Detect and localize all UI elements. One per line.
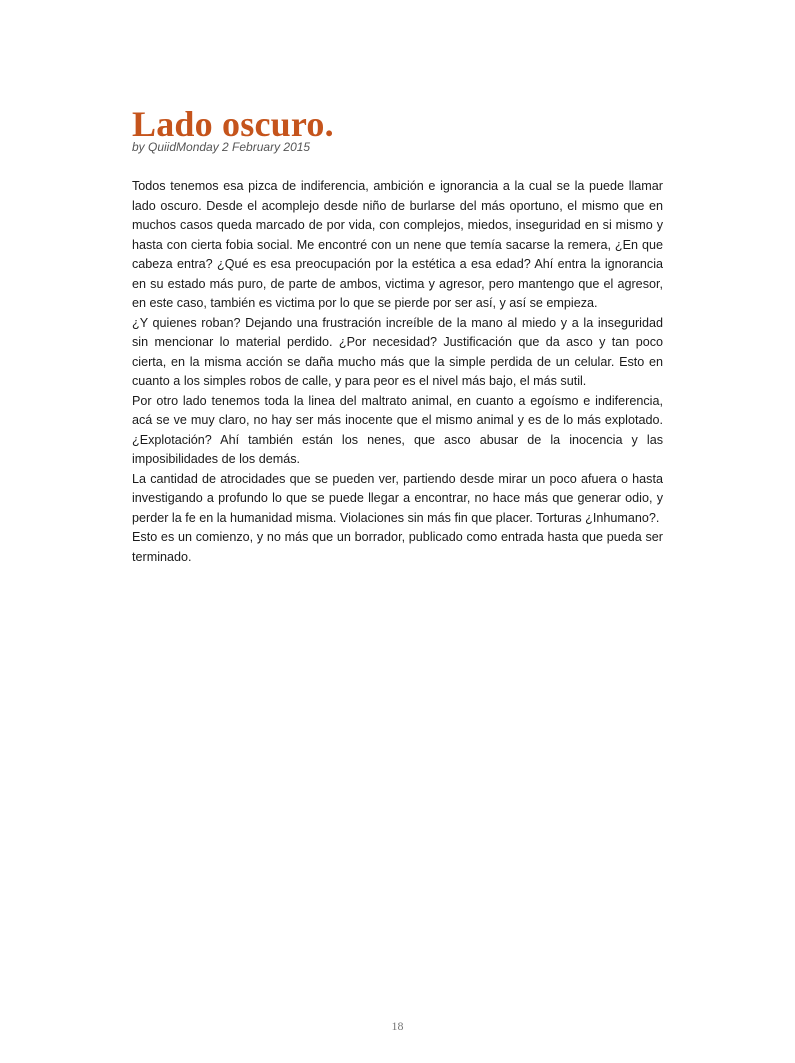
paragraph: ¿Y quienes roban? Dejando una frustración increíble de la mano al miedo y a la inseguridad sin mencionar lo material perdido. ¿Por necesidad? Justificación que da asco y tan poco cierta, en la misma acción se daña mucho más que la simple perdida de un celular. Esto en cuanto a los simples robos de calle, y para peor es el nivel más bajo, el más sutil. [132, 315, 663, 388]
article-body [132, 177, 663, 567]
page-number: 18 [391, 1019, 404, 1033]
paragraph: La cantidad de atrocidades que se pueden ver, partiendo desde mirar un poco afuera o hasta investigando a profundo lo que se puede llegar a encontrar, no hace más que generar odio, y perder la fe en la humanidad misma. Violaciones sin más fin que placer. Torturas ¿Inhumano?. [132, 471, 663, 525]
paragraph: Esto es un comienzo, y no más que un borrador, publicado como entrada hasta que pueda ser terminado. [132, 530, 663, 564]
article-title: Lado oscuro. [132, 104, 334, 144]
article-byline: by QuiidMonday 2 February 2015 [132, 140, 311, 154]
article [132, 104, 663, 567]
paragraph: Todos tenemos esa pizca de indiferencia, ambición e ignorancia a la cual se la puede llamar lado oscuro. Desde el acomplejo desde niño de burlarse del más oportuno, el mismo que en muchos casos queda marcado de por vida, con complejos, miedos, inseguridad en si mismo y hasta con cierta fobia social. Me encontré con un nene que temía sacarse la remera, ¿En que cabeza entra? ¿Qué es esa preocupación por la estética a esa edad? Ahí entra la ignorancia en su estado más puro, de parte de ambos, victima y agresor, pero mantengo que el agresor, en este caso, también es victima por lo que se pierde por ser así, y así se empieza. [132, 179, 663, 310]
paragraph: Por otro lado tenemos toda la linea del maltrato animal, en cuanto a egoísmo e indiferencia, acá se ve muy claro, no hay ser más inocente que el mismo animal y es de lo más explotado. ¿Explotación? Ahí también están los nenes, que asco abusar de la inocencia y las imposibilidades de los demás. [132, 393, 663, 466]
